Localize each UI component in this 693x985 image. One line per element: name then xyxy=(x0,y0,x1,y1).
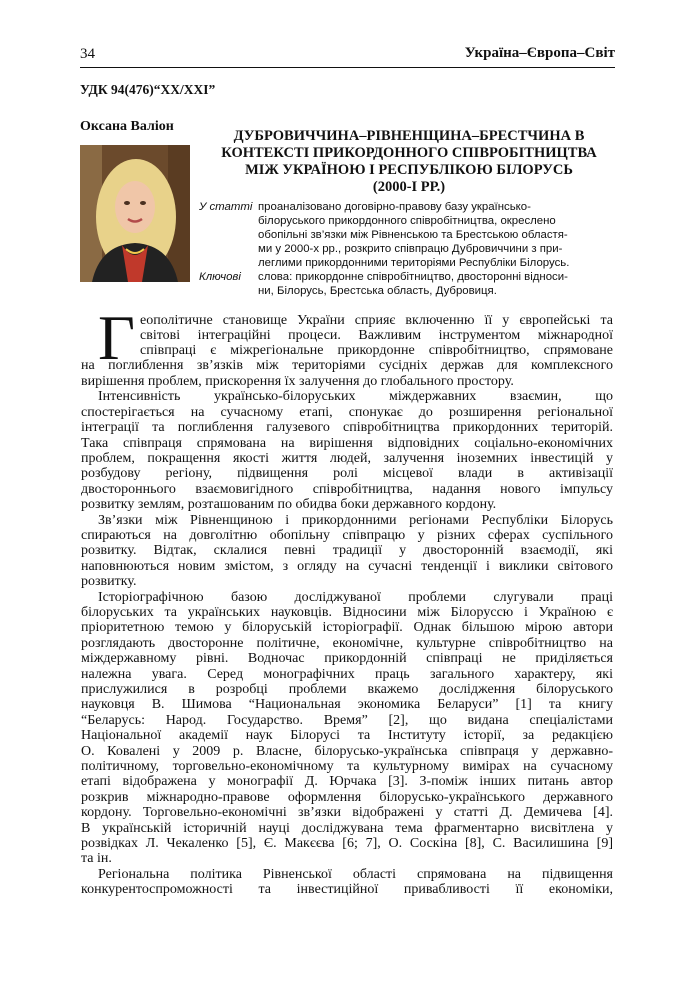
body-line: В українській історичній науці досліджувана тема фрагментарно висвітлена у xyxy=(81,821,613,836)
keywords-label: Ключові xyxy=(199,271,241,283)
body-line: розвитку. Відтак, склалися певні традиції у двосторонній взаємодії, які xyxy=(81,543,613,558)
body-line: спостерігається на сучасному етапі, спонукає до розширення регіональної xyxy=(81,405,613,420)
body-line: спираються на довголітню обопільну співпрацю у різних сферах суспільного xyxy=(81,528,613,543)
body-line: Національної академії наук Білорусі та Інституту історії, за редакцією xyxy=(81,728,613,743)
drop-cap: Г xyxy=(98,302,135,373)
title-line: (2000-І РР.) xyxy=(372,179,446,195)
page-number: 34 xyxy=(80,46,95,62)
body-line: розбудову регіону, підвищення ролі місцевої влади в активізації xyxy=(81,466,613,481)
header-rule xyxy=(80,67,615,68)
body-line: розкрив міжнародно-правове оформлення білорусько-українського державного xyxy=(81,790,613,805)
abstract-line: ми у 2000-х рр., розкрито співпрацю Дубровиччини з при- xyxy=(258,243,563,255)
body-line: світові інтеграційні процеси. Важливим інструментом міжнародної xyxy=(140,328,613,343)
body-line: білоруських та українських науковців. Відносини між Білоруссю і Україною є xyxy=(81,605,613,620)
abstract-line: леглими прикордонними територіями Республіки Білорусь. xyxy=(258,257,570,269)
body-line: “Беларусь: Народ. Государство. Время” [2], що видана спеціалістами xyxy=(81,713,613,728)
abstract-line: обопільні зв’язки між Рівненською та Брестською областя- xyxy=(258,229,568,241)
body-line: етапі відображена у монографії Д. Юрчака [3]. З-поміж інших питань автор xyxy=(81,774,613,789)
body-line: кордону. Торговельно-економічні зв’язки відображені у статті Д. Демичева [4]. xyxy=(81,805,613,820)
body-line: О. Ковалені у 2009 р. Власне, білорусько-українська співпраця у державно- xyxy=(81,744,613,759)
body-line: двостороннього взаємовигідного співробітництва, надання нового імпульсу xyxy=(81,482,613,497)
body-line: та ін. xyxy=(81,851,112,866)
article-title xyxy=(200,128,618,196)
title-line: КОНТЕКСТІ ПРИКОРДОННОГО СПІВРОБІТНИЦТВА xyxy=(221,145,597,161)
body-line: Інтенсивність українсько-білоруських міждержавних взаємин, що xyxy=(98,389,613,404)
udk-code: УДК 94(476)“XX/XXI” xyxy=(80,82,216,97)
body-line: еополітичне становище України сприяє включенню її у європейські та xyxy=(140,313,613,328)
body-line: проблем, покращення якості життя людей, залучення іноземних інвестицій у xyxy=(81,451,613,466)
body-line: політичному, торговельно-економічному та культурному вимірах на сучасному xyxy=(81,759,613,774)
body-line: розвитку. xyxy=(81,574,137,589)
body-line: міждержавному рівні. Водночас прикордонній співпраці не приділяється xyxy=(81,651,613,666)
body-line: Історіографічною базою досліджуваної проблеми слугували праці xyxy=(98,590,613,605)
body-line: Регіональна політика Рівненської області спрямована на підвищення xyxy=(98,867,613,882)
abstract-label: У статті xyxy=(199,201,253,213)
abstract-line: білоруського прикордонного співробітництва, окреслено xyxy=(258,215,556,227)
title-line: МІЖ УКРАЇНОЮ І РЕСПУБЛІКОЮ БІЛОРУСЬ xyxy=(245,162,573,178)
body-line: належна увага. Серед монографічних праць загального характеру, які xyxy=(81,667,613,682)
journal-title: Україна–Європа–Світ xyxy=(464,45,615,61)
body-line: Зв’язки між Рівненщиною і прикордонними регіонами Республіки Білорусь xyxy=(98,513,613,528)
body-line: розглядають двосторонне політичне, економічне, культурне співробітництво на xyxy=(81,636,613,651)
body-line: конкурентоспроможності та інвестиційної привабливості її економіки, xyxy=(81,882,613,897)
author-photo xyxy=(80,145,190,282)
body-line: Така співпраця спрямована на вирішення відповідних соціально-економічних xyxy=(81,436,613,451)
body-line: науковця В. Шимова “Национальная экономика Беларуси” [1] та книгу xyxy=(81,697,613,712)
body-line: наповнюються новим змістом, з огляду на сучасні тенденції і виклики світового xyxy=(81,559,613,574)
body-line: розвитку землям, розташованим по обидва боки державного кордону. xyxy=(81,497,497,512)
body-line: прислужилися в розробці проблеми вкажемо дослідження білоруського xyxy=(81,682,613,697)
body-line: на поглиблення зв’язків між територіями сусідніх держав для комплексного xyxy=(81,358,613,373)
body-line: співпраці є міжрегіональне прикордонне співробітництво, спрямоване xyxy=(140,343,613,358)
body-line: пріоритетною темою у білоруській історіографії. Однак більшою мірою автори xyxy=(81,620,613,635)
body-line: інтеграції та поглиблення галузевого співробітництва прикордонних територій. xyxy=(81,420,613,435)
title-line: ДУБРОВИЧЧИНА–РІВНЕНЩИНА–БРЕСТЧИНА В xyxy=(233,128,585,144)
body-line: вирішення проблем, прискорення їх залучення до глобального простору. xyxy=(81,374,514,389)
author-name: Оксана Валіон xyxy=(80,119,174,134)
keywords-line: слова: прикордонне співробітництво, двосторонні відноси- xyxy=(258,271,568,283)
body-line: розвідках Л. Чекаленко [5], Є. Макєєва [6; 7], О. Соскіна [8], С. Василишина [9] xyxy=(81,836,613,851)
keywords-line: ни, Білорусь, Брестська область, Дубровиця. xyxy=(258,285,497,297)
abstract-line: проаналізовано договірно-правову базу українсько- xyxy=(258,201,531,213)
